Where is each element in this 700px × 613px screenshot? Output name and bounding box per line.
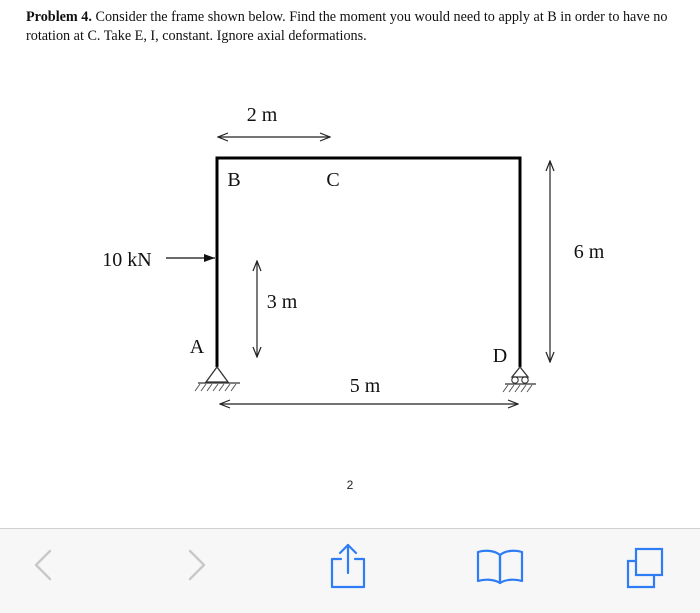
browser-toolbar (0, 528, 700, 613)
problem-text: Consider the frame shown below. Find the moment you would need to apply at B in order to have no rotation at C. Take E, I, constant. Ignore axial deformations. (26, 9, 668, 44)
node-label-d: D (492, 345, 508, 367)
page-number: 2 (346, 478, 354, 492)
bookmarks-button[interactable] (474, 539, 526, 592)
node-label-a: A (189, 336, 205, 358)
share-button[interactable] (326, 539, 370, 596)
back-button[interactable] (24, 539, 64, 592)
dim-top-label: 2 m (246, 104, 278, 126)
share-icon (326, 539, 370, 591)
dim-bottom-label: 5 m (349, 375, 381, 397)
pin-support-icon (195, 367, 240, 391)
roller-support-icon (503, 367, 536, 392)
forward-button[interactable] (176, 539, 216, 592)
book-icon (474, 539, 526, 587)
dim-right-label: 6 m (573, 241, 605, 263)
tabs-icon (624, 539, 668, 591)
frame-members (217, 158, 520, 367)
problem-label: Problem 4. (26, 9, 92, 25)
node-label-b: B (227, 169, 241, 191)
chevron-left-icon (24, 539, 64, 587)
chevron-right-icon (176, 539, 216, 587)
load-label: 10 kN (102, 249, 152, 271)
tabs-button[interactable] (624, 539, 668, 596)
node-label-c: C (326, 169, 340, 191)
dim-mid-label: 3 m (266, 291, 298, 313)
